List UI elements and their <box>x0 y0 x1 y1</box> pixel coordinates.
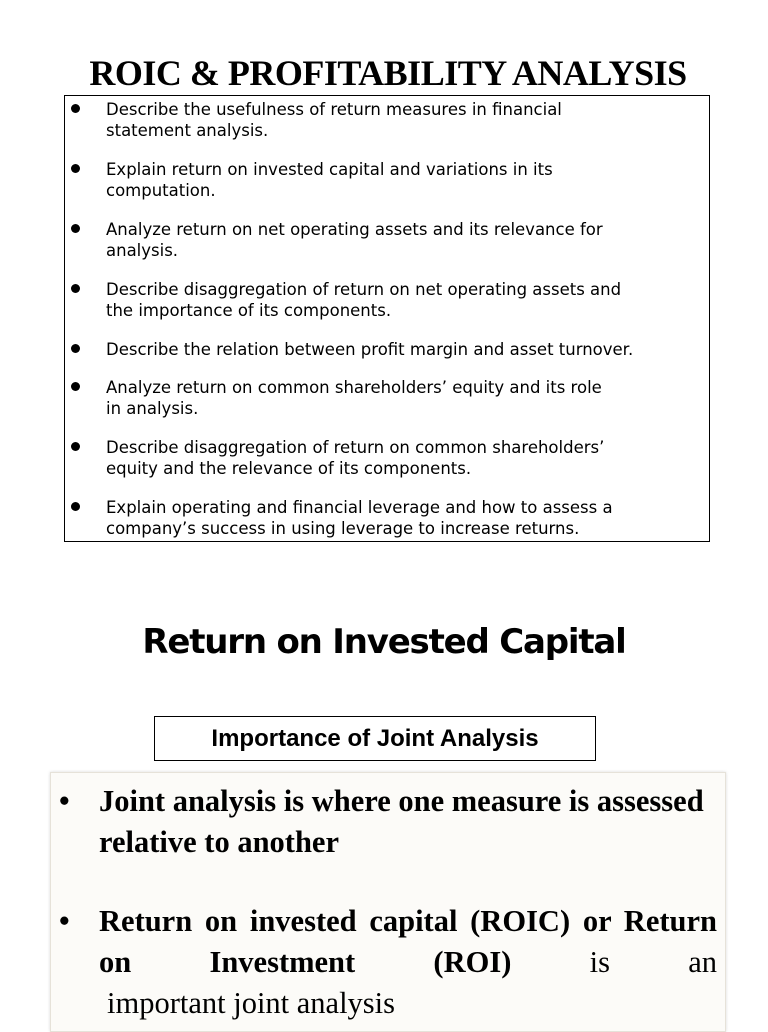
bullet-icon: • <box>59 904 70 938</box>
objective-text: Describe disaggregation of return on net operating assets and the importance of its components. <box>106 280 622 320</box>
bullet-icon <box>71 344 80 353</box>
bullet-icon <box>71 164 80 173</box>
point-bold-text: Return on invested capital (ROIC) or Return on Investment (ROI) <box>99 904 717 979</box>
bullet-icon <box>71 284 80 293</box>
section-label: Importance of Joint Analysis <box>154 716 596 761</box>
content-box <box>50 772 726 1032</box>
point-normal-text: is an <box>511 945 717 979</box>
section-title: Return on Invested Capital <box>142 622 626 662</box>
objective-text: Describe disaggregation of return on common shareholders’ equity and the relevance of its components. <box>106 438 605 478</box>
bullet-icon <box>71 104 80 113</box>
objective-text: Analyze return on common shareholders’ equity and its role in analysis. <box>106 378 602 418</box>
point-text: Joint analysis is where one measure is assessed relative to another <box>99 784 704 859</box>
objective-text: Analyze return on net operating assets and its relevance for analysis. <box>106 220 603 260</box>
slide-title: ROIC & PROFITABILITY ANALYSIS <box>89 53 687 93</box>
bullet-icon <box>71 502 80 511</box>
learning-objectives-box <box>64 95 710 542</box>
objective-text: Explain operating and financial leverage and how to assess a company’s success in using leverage to increase returns. <box>106 498 613 538</box>
objective-text: Describe the usefulness of return measures in financial statement analysis. <box>106 100 562 140</box>
bullet-icon <box>71 382 80 391</box>
bullet-icon: • <box>59 784 70 818</box>
objective-text: Describe the relation between profit margin and asset turnover. <box>106 340 634 359</box>
point-last-line: important joint analysis <box>107 986 396 1020</box>
objective-text: Explain return on invested capital and variations in its computation. <box>106 160 553 200</box>
point-text <box>99 901 717 983</box>
bullet-icon <box>71 442 80 451</box>
bullet-icon <box>71 224 80 233</box>
